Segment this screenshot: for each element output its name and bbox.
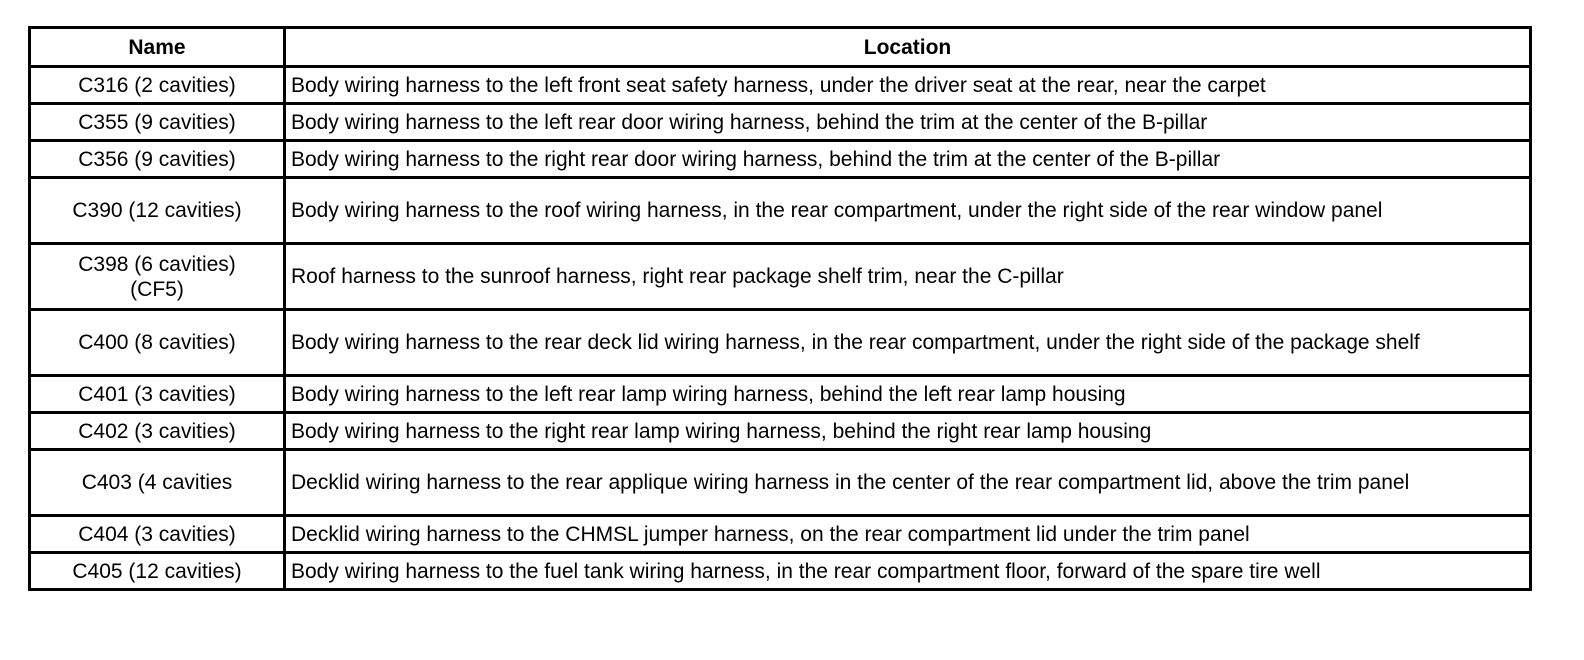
connector-location-cell: Body wiring harness to the right rear lamp wiring harness, behind the right rear lamp housing: [285, 413, 1531, 450]
table-row: [30, 310, 1531, 376]
column-header-location: Location: [285, 28, 1531, 67]
table-row: [30, 67, 1531, 104]
connector-location-cell: Body wiring harness to the right rear door wiring harness, behind the trim at the center of the B-pillar: [285, 141, 1531, 178]
connector-location-cell: Body wiring harness to the left front seat safety harness, under the driver seat at the rear, near the carpet: [285, 67, 1531, 104]
connector-name-cell: C316 (2 cavities): [30, 67, 285, 104]
connector-name-cell: C356 (9 cavities): [30, 141, 285, 178]
table-row: [30, 141, 1531, 178]
connector-name-cell: C405 (12 cavities): [30, 553, 285, 590]
table-row: [30, 516, 1531, 553]
table-row: [30, 450, 1531, 516]
connector-location-cell: Body wiring harness to the roof wiring harness, in the rear compartment, under the right side of the rear window panel: [285, 178, 1531, 244]
connector-name-cell: C403 (4 cavities: [30, 450, 285, 516]
connector-location-table: [28, 26, 1532, 591]
connector-location-cell: Decklid wiring harness to the rear applique wiring harness in the center of the rear compartment lid, above the trim panel: [285, 450, 1531, 516]
table-header-row: [30, 28, 1531, 67]
connector-name-cell: C390 (12 cavities): [30, 178, 285, 244]
table-row: [30, 413, 1531, 450]
connector-location-cell: Body wiring harness to the left rear door wiring harness, behind the trim at the center of the B-pillar: [285, 104, 1531, 141]
connector-name-cell: C401 (3 cavities): [30, 376, 285, 413]
connector-name-cell: C398 (6 cavities) (CF5): [30, 244, 285, 310]
table-row: [30, 244, 1531, 310]
table-row: [30, 553, 1531, 590]
connector-location-cell: Decklid wiring harness to the CHMSL jumper harness, on the rear compartment lid under the trim panel: [285, 516, 1531, 553]
connector-location-cell: Body wiring harness to the rear deck lid wiring harness, in the rear compartment, under the right side of the package shelf: [285, 310, 1531, 376]
table-row: [30, 178, 1531, 244]
connector-name-cell: C404 (3 cavities): [30, 516, 285, 553]
connector-location-cell: Roof harness to the sunroof harness, right rear package shelf trim, near the C-pillar: [285, 244, 1531, 310]
connector-location-cell: Body wiring harness to the left rear lamp wiring harness, behind the left rear lamp housing: [285, 376, 1531, 413]
connector-location-cell: Body wiring harness to the fuel tank wiring harness, in the rear compartment floor, forward of the spare tire well: [285, 553, 1531, 590]
column-header-name: Name: [30, 28, 285, 67]
connector-name-cell: C400 (8 cavities): [30, 310, 285, 376]
connector-name-cell: C402 (3 cavities): [30, 413, 285, 450]
table-row: [30, 104, 1531, 141]
connector-name-cell: C355 (9 cavities): [30, 104, 285, 141]
table-row: [30, 376, 1531, 413]
